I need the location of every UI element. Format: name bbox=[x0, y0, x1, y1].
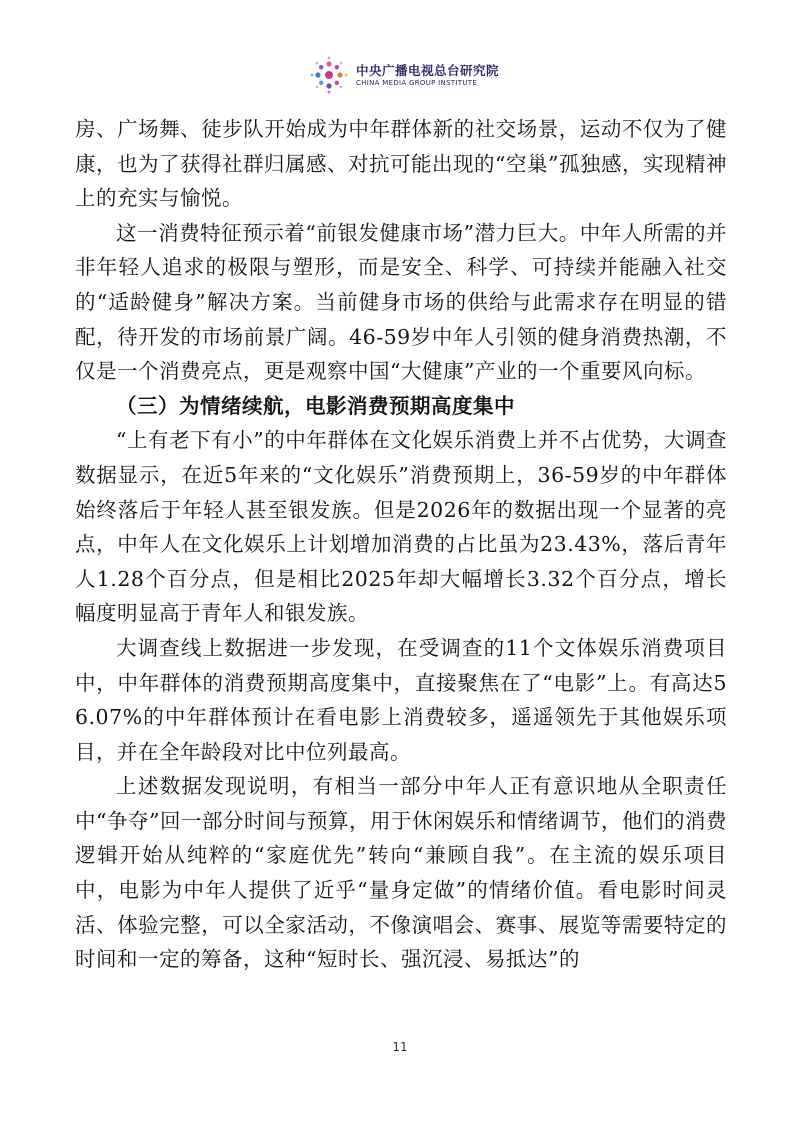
page-header bbox=[308, 55, 499, 95]
paragraph: 这一消费特征预示着“前银发健康市场”潜力巨大。中年人所需的并非年轻人追求的极限与塑形，而是安全、科学、可持续并能融入社交的“适龄健身”解决方案。当前健身市场的供给与此需求存在明显的错配，待开发的市场前景广阔。46-59岁中年人引领的健身消费热潮，不仅是一个消费亮点，更是观察中国“大健康”产业的一个重要风向标。 bbox=[75, 220, 727, 384]
org-name bbox=[356, 63, 499, 88]
org-name-cn: 中央广播电视总台研究院 bbox=[356, 62, 500, 78]
paragraph: 上述数据发现说明，有相当一部分中年人正有意识地从全职责任中“争夺”回一部分时间与预算，用于休闲娱乐和情绪调节，他们的消费逻辑开始从纯粹的“家庭优先”转向“兼顾自我”。在主流的娱乐项目中，电影为中年人提供了近乎“量身定做”的情绪价值。看电影时间灵活、体验完整，可以全家活动，不像演唱会、赛事、展览等需要特定的时间和一定的筹备，这种“短时长、强沉浸、易抵达”的 bbox=[75, 774, 727, 972]
document-body bbox=[75, 112, 727, 977]
paragraph-continued: 房、广场舞、徒步队开始成为中年群体新的社交场景，运动不仅为了健康，也为了获得社群归属感、对抗可能出现的“空巢”孤独感，实现精神上的充实与愉悦。 bbox=[75, 117, 727, 211]
paragraph: 大调查线上数据进一步发现，在受调查的11个文体娱乐消费项目中，中年群体的消费预期高度集中，直接聚焦在了“电影”上。有高达56.07%的中年群体预计在看电影上消费较多，遥遥领先于其他娱乐项目，并在全年龄段对比中位列最高。 bbox=[75, 635, 727, 764]
cmg-institute-logo-icon bbox=[308, 55, 350, 95]
paragraph: “上有老下有小”的中年群体在文化娱乐消费上并不占优势，大调查数据显示，在近5年来的“文化娱乐”消费预期上，36-59岁的中年群体始终落后于年轻人甚至银发族。但是2026年的数据出现一个显著的亮点，中年人在文化娱乐上计划增加消费的占比虽为23.43%，落后青年人1.28个百分点，但是相比2025年却大幅增长3.32个百分点，增长幅度明显高于青年人和银发族。 bbox=[75, 428, 727, 626]
section-heading: （三）为情绪续航，电影消费预期高度集中 bbox=[116, 393, 515, 418]
org-name-en: CHINA MEDIA GROUP INSTITUTE bbox=[356, 78, 478, 87]
page-number: 11 bbox=[392, 1040, 408, 1054]
